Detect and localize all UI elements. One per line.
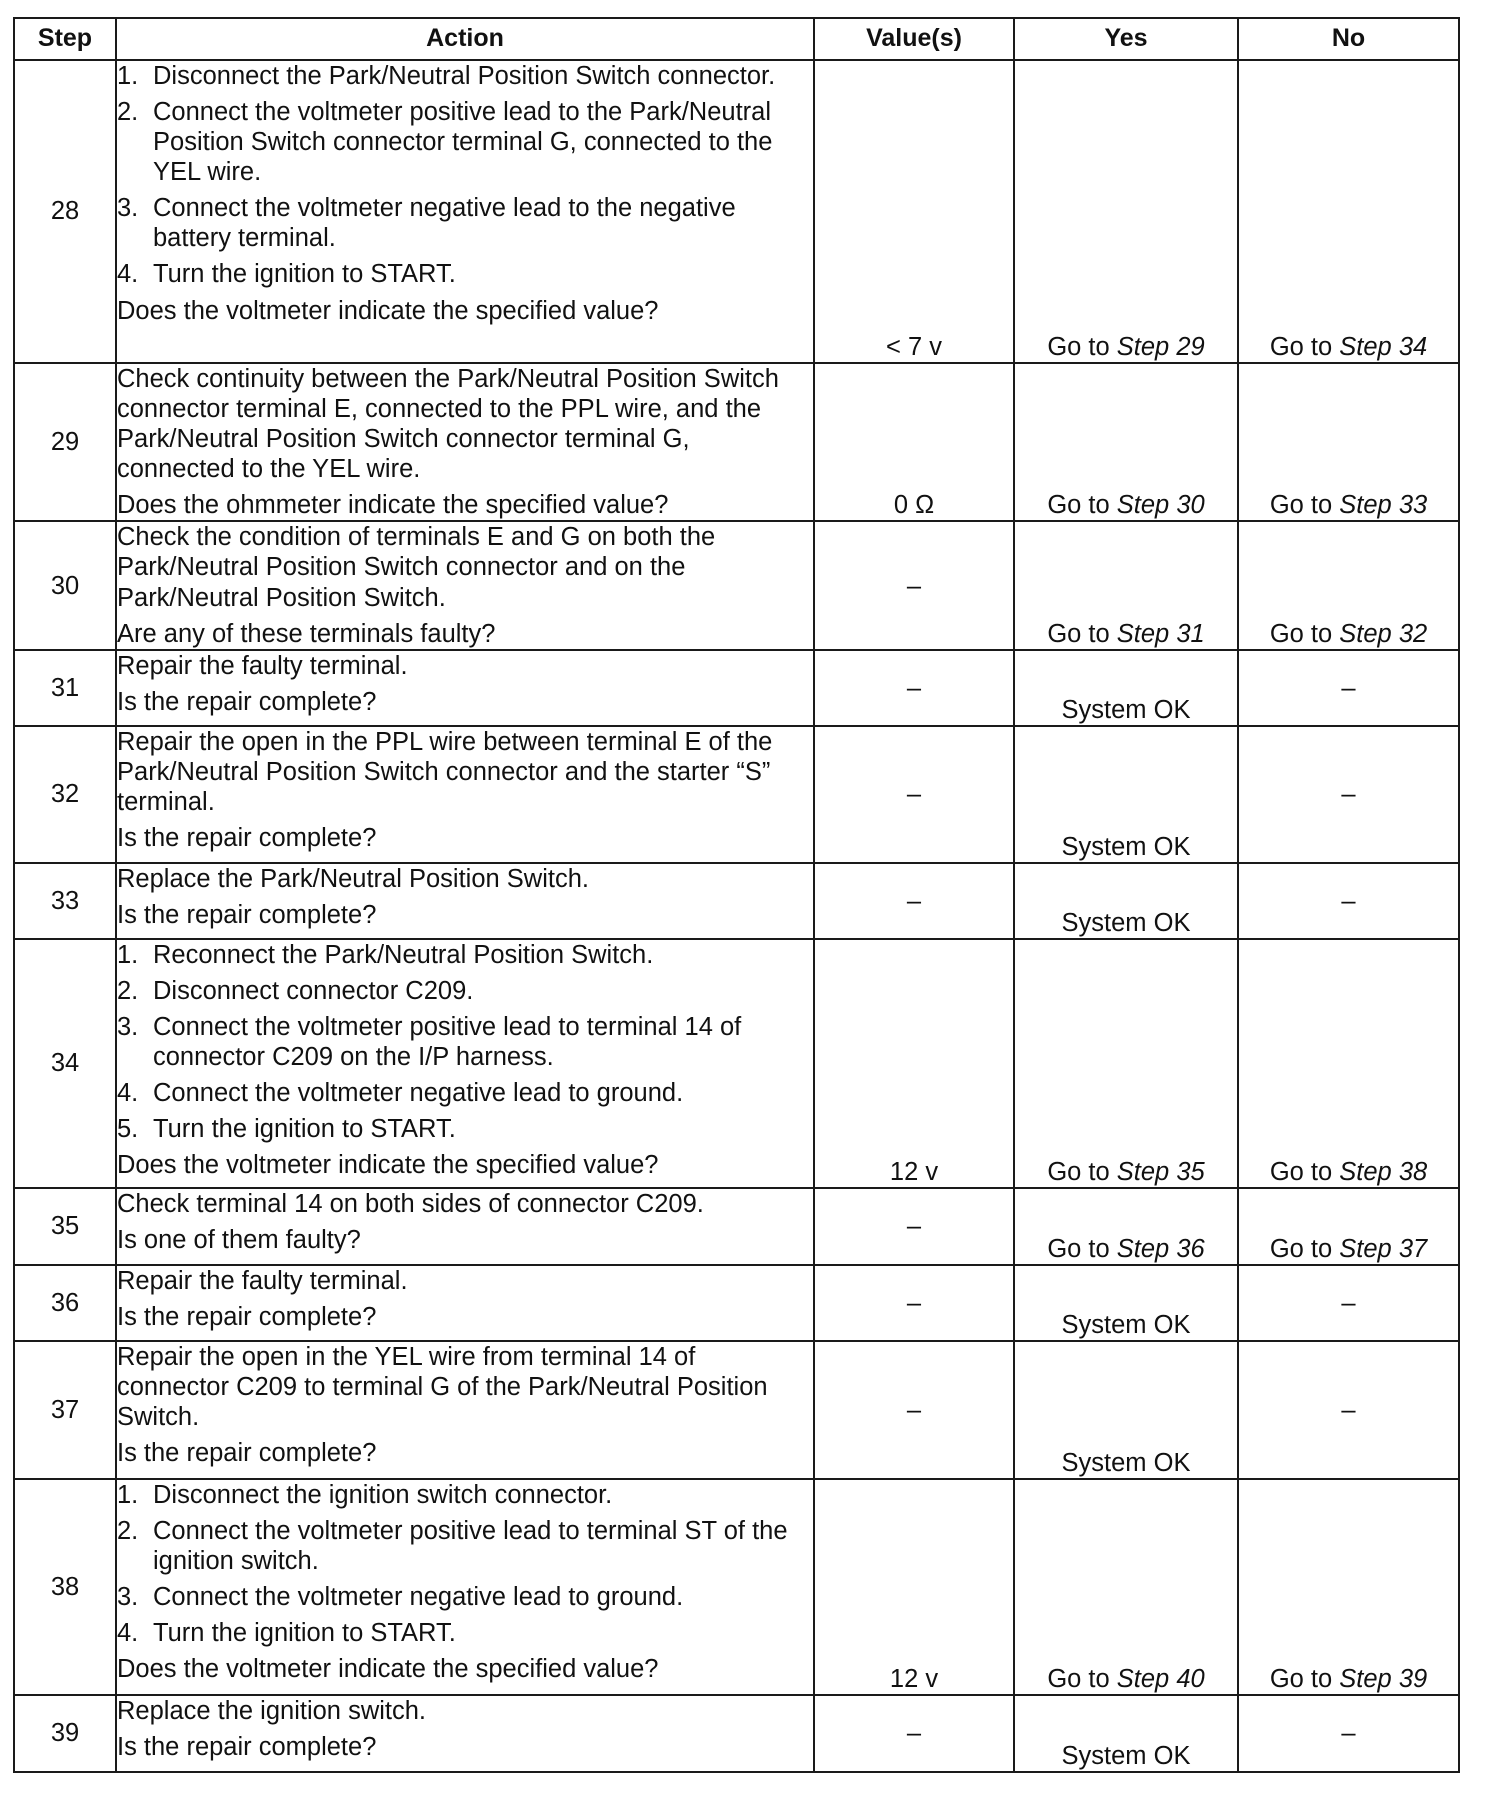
step-number: 29 [14,363,116,521]
step-number: 35 [14,1188,116,1265]
step-number: 33 [14,863,116,939]
goto-step: Step 31 [1116,619,1205,648]
item-text: Connect the voltmeter negative lead to ground. [153,1079,684,1108]
no-cell: – [1238,1341,1459,1479]
goto-label: Go to [1269,619,1333,648]
action-step-item [117,259,813,289]
value-cell: 12 v [814,939,1014,1188]
item-text: Disconnect connector C209. [153,976,474,1005]
action-question: Does the voltmeter indicate the specified value? [117,296,659,325]
action-step-item [117,1480,813,1510]
item-text: Connect the voltmeter positive lead to terminal ST of the ignition switch. [153,1516,788,1575]
yes-cell: System OK [1014,1695,1238,1772]
goto-step: Step 30 [1116,491,1205,520]
action-cell [116,726,814,863]
action-step-item [117,1012,813,1072]
action-question: Is the repair complete? [117,687,377,716]
item-number: 2. [117,976,139,1005]
table-row [14,363,1459,521]
goto-label: Go to [1047,491,1110,520]
action-question: Does the voltmeter indicate the specified value? [117,1151,659,1180]
item-number: 3. [117,1012,139,1041]
action-question: Does the voltmeter indicate the specified value? [117,1655,659,1684]
action-text: Replace the ignition switch. [117,1696,427,1725]
yes-cell [1014,939,1238,1188]
action-step-item [117,1582,813,1612]
step-number: 37 [14,1341,116,1479]
action-question: Is the repair complete? [117,900,377,929]
action-cell [116,1695,814,1772]
action-cell [116,939,814,1188]
header-step: Step [14,18,116,60]
yes-cell: System OK [1014,650,1238,726]
yes-cell [1014,363,1238,521]
action-steps [117,61,813,290]
table-row [14,521,1459,649]
action-question: Is the repair complete? [117,1732,377,1761]
action-text: Repair the open in the PPL wire between terminal E of the Park/Neutral Position Switch connector and the starter “S” terminal. [117,727,773,816]
value-cell: – [814,521,1014,649]
table-row [14,1479,1459,1695]
action-question: Does the ohmmeter indicate the specified value? [117,491,669,520]
action-question: Is the repair complete? [117,823,377,852]
goto-step: Step 34 [1339,332,1428,361]
step-number: 36 [14,1265,116,1341]
action-cell [116,60,814,363]
goto-label: Go to [1269,1234,1333,1263]
action-steps [117,1480,813,1648]
action-text: Repair the open in the YEL wire from terminal 14 of connector C209 to terminal G of the Park/Neutral Position Switch. [117,1342,768,1431]
item-number: 2. [117,1516,139,1545]
value-cell: 0 Ω [814,363,1014,521]
goto-step: Step 29 [1116,332,1205,361]
goto-step: Step 36 [1116,1234,1205,1263]
goto-label: Go to [1269,332,1333,361]
no-cell [1238,1479,1459,1695]
action-text: Check continuity between the Park/Neutral Position Switch connector terminal E, connected to the PPL wire, and the Park/Neutral Position Switch connector terminal G, connected to the YEL wire. [117,365,779,484]
step-number: 38 [14,1479,116,1695]
table-row [14,60,1459,363]
goto-label: Go to [1047,619,1110,648]
no-cell: – [1238,1695,1459,1772]
value-cell: – [814,1695,1014,1772]
action-cell [116,521,814,649]
action-question: Is the repair complete? [117,1438,377,1467]
table-row [14,1188,1459,1265]
yes-cell: System OK [1014,726,1238,863]
goto-label: Go to [1269,1157,1333,1186]
item-text: Turn the ignition to START. [153,260,456,289]
item-number: 4. [117,1619,139,1648]
value-cell: – [814,1265,1014,1341]
goto-label: Go to [1269,1664,1333,1693]
action-question: Is one of them faulty? [117,1225,361,1254]
action-cell [116,1188,814,1265]
item-number: 3. [117,194,139,223]
header-yes: Yes [1014,18,1238,60]
action-question: Is the repair complete? [117,1302,377,1331]
item-text: Connect the voltmeter positive lead to the Park/Neutral Position Switch connector terminal G, connected to the YEL wire. [153,98,773,187]
goto-step: Step 40 [1116,1664,1205,1693]
item-number: 1. [117,62,139,90]
yes-cell [1014,60,1238,363]
item-text: Reconnect the Park/Neutral Position Switch. [153,940,654,969]
item-text: Connect the voltmeter negative lead to the negative battery terminal. [153,194,736,253]
action-steps [117,940,813,1144]
goto-label: Go to [1047,1664,1110,1693]
goto-label: Go to [1047,1234,1110,1263]
step-number: 32 [14,726,116,863]
goto-step: Step 37 [1339,1234,1428,1263]
value-cell: – [814,1188,1014,1265]
item-number: 5. [117,1115,139,1144]
item-text: Disconnect the Park/Neutral Position Switch connector. [153,62,776,90]
action-cell [116,363,814,521]
action-cell [116,1265,814,1341]
goto-step: Step 39 [1339,1664,1428,1693]
no-cell [1238,939,1459,1188]
table-row [14,1695,1459,1772]
yes-cell [1014,521,1238,649]
action-step-item [117,1516,813,1576]
table-row [14,1341,1459,1479]
action-text: Replace the Park/Neutral Position Switch. [117,864,589,893]
goto-step: Step 32 [1339,619,1428,648]
item-text: Connect the voltmeter negative lead to ground. [153,1582,684,1611]
table-row [14,1265,1459,1341]
action-question: Are any of these terminals faulty? [117,619,496,648]
action-step-item [117,940,813,970]
action-text: Check terminal 14 on both sides of connector C209. [117,1189,704,1218]
table-row [14,726,1459,863]
action-cell [116,1341,814,1479]
no-cell: – [1238,726,1459,863]
value-cell: – [814,726,1014,863]
action-cell [116,1479,814,1695]
value-cell: – [814,863,1014,939]
value-cell: < 7 v [814,60,1014,363]
item-text: Disconnect the ignition switch connector. [153,1480,613,1509]
header-action: Action [116,18,814,60]
no-cell: – [1238,1265,1459,1341]
action-step-item [117,976,813,1006]
item-number: 3. [117,1582,139,1611]
yes-cell: System OK [1014,1265,1238,1341]
item-number: 2. [117,98,139,127]
action-step-item [117,97,813,187]
action-text: Repair the faulty terminal. [117,651,408,680]
value-cell: – [814,1341,1014,1479]
goto-label: Go to [1047,1157,1110,1186]
goto-step: Step 38 [1339,1157,1428,1186]
header-values: Value(s) [814,18,1014,60]
no-cell [1238,521,1459,649]
no-cell [1238,60,1459,363]
header-no: No [1238,18,1459,60]
step-number: 28 [14,60,116,363]
action-step-item [117,1114,813,1144]
yes-cell: System OK [1014,863,1238,939]
yes-cell [1014,1188,1238,1265]
item-number: 4. [117,1079,139,1108]
action-cell [116,863,814,939]
action-text: Check the condition of terminals E and G on both the Park/Neutral Position Switch connector and on the Park/Neutral Position Switch. [117,523,716,612]
table-row [14,863,1459,939]
goto-step: Step 33 [1339,491,1428,520]
item-number: 1. [117,1480,139,1509]
action-step-item [117,61,813,91]
action-step-item [117,1078,813,1108]
step-number: 30 [14,521,116,649]
item-number: 4. [117,260,139,289]
diagnostic-table [13,17,1460,1773]
step-number: 31 [14,650,116,726]
table-row [14,939,1459,1188]
goto-step: Step 35 [1116,1157,1205,1186]
step-number: 34 [14,939,116,1188]
item-text: Connect the voltmeter positive lead to terminal 14 of connector C209 on the I/P harness. [153,1012,742,1071]
value-cell: 12 v [814,1479,1014,1695]
goto-label: Go to [1047,332,1110,361]
action-cell [116,650,814,726]
item-text: Turn the ignition to START. [153,1619,456,1648]
table-row [14,650,1459,726]
action-step-item [117,1618,813,1648]
step-number: 39 [14,1695,116,1772]
value-cell: – [814,650,1014,726]
action-text: Repair the faulty terminal. [117,1266,408,1295]
no-cell: – [1238,863,1459,939]
yes-cell: System OK [1014,1341,1238,1479]
no-cell [1238,363,1459,521]
item-number: 1. [117,940,139,969]
no-cell: – [1238,650,1459,726]
action-step-item [117,193,813,253]
goto-label: Go to [1269,491,1333,520]
item-text: Turn the ignition to START. [153,1115,456,1144]
no-cell [1238,1188,1459,1265]
yes-cell [1014,1479,1238,1695]
table-header-row [14,18,1459,60]
